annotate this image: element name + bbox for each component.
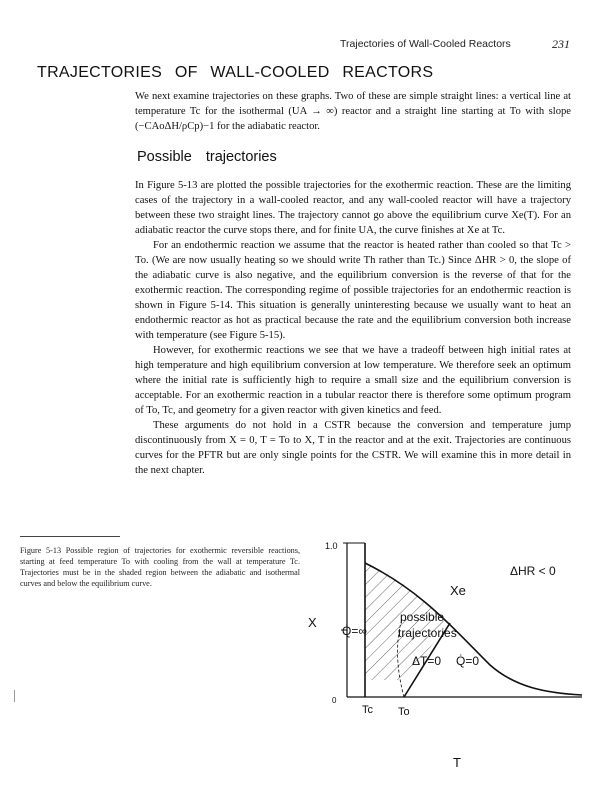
paragraph-3: However, for exothermic reactions we see that we have a tradeoff between high initial rates at high temperature and high equilibrium conversion at low temperature. We therefore seek an optimum where the initial rate is sufficiently high to require a small size and the equilibrium conversion is acceptable. For an exothermic reaction in a tubular reactor there is therefore some optimum program of To, Tc, and geometry for a given reactor with given kinetics and feed. xyxy=(135,345,571,416)
delta-t-label: ΔT=0 xyxy=(412,654,442,668)
paragraph-1: In Figure 5-13 are plotted the possible trajectories for the exothermic reaction. These are the limiting cases of the trajectory in a wall-cooled reactor, and any wall-cooled reactor will have a trajectory between these two straight lines. The trajectory cannot go above the equilibrium curve Xe(T). For an adiabatic reactor the curve stops there, and for finite UA, the curve finishes at Xe at Tc. xyxy=(135,180,571,236)
margin-mark xyxy=(14,690,15,702)
possible-label: possible xyxy=(400,610,445,624)
x-axis-label: T xyxy=(453,755,461,770)
y-zero-tick: 0 xyxy=(332,696,337,705)
paragraph-4: These arguments do not hold in a CSTR because the conversion and temperature jump discontinuously from X = 0, T = To to X, T in the reactor and at the exit. Trajectories are continuous curves for the PFTR but are only single points for the CSTR. We will examine this in more detail in the next chapter. xyxy=(135,420,571,476)
tc-label: Tc xyxy=(362,704,373,716)
intro-paragraph: We next examine trajectories on these graphs. Two of these are simple straight lines: a vertical line at temperature Tc for the isothermal (UA → ∞) reactor and a straight line starting at To with slope (−CAoΔH/ρCp)−1 for the adiabatic reactor. xyxy=(135,91,571,132)
y-top-tick: 1.0 xyxy=(325,541,338,551)
trajectories-label: trajectories xyxy=(398,626,457,640)
xe-label: Xe xyxy=(450,583,466,598)
intro-block xyxy=(135,89,571,134)
to-label: To xyxy=(398,706,410,718)
adiabatic-label: Q̇=0 xyxy=(456,654,480,668)
figure-5-13 xyxy=(300,535,590,790)
y-axis-label: X xyxy=(308,615,317,630)
running-head-title: Trajectories of Wall-Cooled Reactors xyxy=(340,38,511,50)
running-head xyxy=(340,38,570,50)
delta-h-label: ΔHR < 0 xyxy=(510,564,556,578)
isothermal-label: Q̇=∞ xyxy=(342,624,367,638)
page-number: 231 xyxy=(552,37,570,51)
caption-rule xyxy=(20,536,120,537)
chapter-title: TRAJECTORIES OF WALL-COOLED REACTORS xyxy=(37,64,434,81)
section-title: Possible trajectories xyxy=(137,149,277,165)
figure-caption: Figure 5-13 Possible region of trajectories for exothermic reversible reactions, starting at feed temperature To with cooling from the wall at temperature Tc. Trajectories must be in the shaded region between the adiabatic and isothermal curves and below the equilibrium curve. xyxy=(20,546,300,588)
paragraph-2: For an endothermic reaction we assume that the reactor is heated rather than cooled so that Tc > To. (We are now usually heating so we should write Th rather than Tc.) Since ΔHR > 0, the slope of the adiabatic curve is also negative, and the equilibrium conversion is the reverse of that for the exothermic reaction. The corresponding regime of possible trajectories for an endothermic reaction is shown in Figure 5-14. This situation is generally uninteresting because we usually want to heat an endothermic reactor as hot as practical because the rate and the equilibrium conversion both increase with temperature (see Figure 5-15). xyxy=(135,240,571,341)
body-text xyxy=(135,178,571,478)
